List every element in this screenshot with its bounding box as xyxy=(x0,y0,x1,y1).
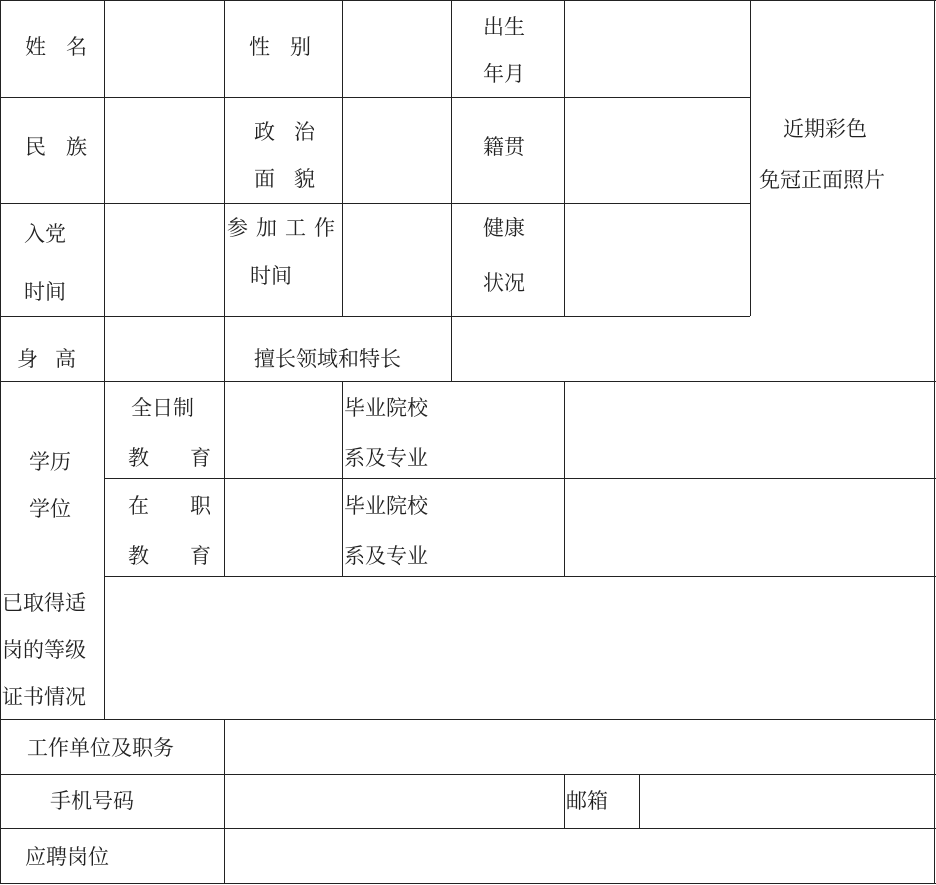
work-start-label-char: 加 xyxy=(256,216,277,240)
parttime-label-char: 在 xyxy=(128,494,149,518)
certificates-label-line: 已取得适 xyxy=(2,591,86,615)
birth-label-line: 年月 xyxy=(483,62,525,86)
ethnicity-label-char: 民 xyxy=(25,135,46,159)
gender-label-char: 别 xyxy=(290,35,311,59)
party-join-label-line: 入党 xyxy=(24,222,66,246)
name-label-char: 名 xyxy=(66,35,87,59)
parttime-school-label-line: 系及专业 xyxy=(344,544,428,568)
certificates-label-line: 证书情况 xyxy=(2,685,86,709)
political-label-char: 治 xyxy=(294,120,315,144)
name-label-char: 姓 xyxy=(25,35,46,59)
grid-line xyxy=(750,0,751,316)
education-label-line: 学历 xyxy=(29,450,71,474)
grid-line xyxy=(0,774,936,775)
parttime-label-char: 教 xyxy=(128,544,149,568)
parttime-label-char: 职 xyxy=(190,494,211,518)
work-start-label-line: 时间 xyxy=(250,264,292,288)
photo-placeholder-line: 近期彩色 xyxy=(783,117,867,141)
grid-line xyxy=(0,203,750,204)
grid-line xyxy=(0,883,936,884)
certificates-label-line: 岗的等级 xyxy=(2,638,86,662)
grid-line xyxy=(564,0,565,316)
grid-line xyxy=(0,381,936,382)
grid-line xyxy=(342,0,343,316)
phone-label: 手机号码 xyxy=(50,789,134,813)
grid-line xyxy=(224,719,225,884)
grid-line xyxy=(564,381,565,576)
fulltime-school-label-line: 系及专业 xyxy=(344,446,428,470)
grid-line xyxy=(0,97,750,98)
political-label-char: 面 xyxy=(254,167,275,191)
height-label-char: 高 xyxy=(55,347,76,371)
fulltime-school-label-line: 毕业院校 xyxy=(344,396,428,420)
position-label: 应聘岗位 xyxy=(25,845,109,869)
fulltime-label-line: 全日制 xyxy=(131,396,194,420)
fulltime-label-char: 教 xyxy=(128,446,149,470)
work-start-label-char: 作 xyxy=(314,216,335,240)
grid-line xyxy=(105,478,936,479)
grid-line xyxy=(224,381,225,576)
grid-line xyxy=(451,0,452,381)
expertise-label: 擅长领域和特长 xyxy=(254,347,401,371)
parttime-label-char: 育 xyxy=(190,544,211,568)
grid-line xyxy=(104,0,105,381)
grid-line xyxy=(0,719,936,720)
grid-line xyxy=(0,0,1,884)
grid-line xyxy=(564,774,565,828)
grid-line xyxy=(342,381,343,576)
photo-placeholder-line: 免冠正面照片 xyxy=(759,168,885,192)
grid-line xyxy=(0,828,936,829)
grid-line xyxy=(224,0,225,381)
party-join-label-line: 时间 xyxy=(24,280,66,304)
native-place-label: 籍贯 xyxy=(483,135,525,159)
health-label-line: 健康 xyxy=(483,216,525,240)
political-label-char: 貌 xyxy=(294,167,315,191)
gender-label-char: 性 xyxy=(249,35,270,59)
grid-line xyxy=(0,0,936,1)
ethnicity-label-char: 族 xyxy=(66,135,87,159)
birth-label-line: 出生 xyxy=(483,15,525,39)
employer-label: 工作单位及职务 xyxy=(27,736,174,760)
height-label-char: 身 xyxy=(17,347,38,371)
education-label-line: 学位 xyxy=(29,497,71,521)
grid-line xyxy=(934,0,935,884)
fulltime-label-char: 育 xyxy=(190,446,211,470)
grid-line xyxy=(0,316,750,317)
grid-line xyxy=(105,576,936,577)
grid-line xyxy=(104,381,105,720)
work-start-label-char: 参 xyxy=(227,216,248,240)
email-label: 邮箱 xyxy=(566,789,608,813)
health-label-line: 状况 xyxy=(483,271,525,295)
parttime-school-label-line: 毕业院校 xyxy=(344,494,428,518)
grid-line xyxy=(639,774,640,828)
political-label-char: 政 xyxy=(254,120,275,144)
work-start-label-char: 工 xyxy=(285,216,306,240)
